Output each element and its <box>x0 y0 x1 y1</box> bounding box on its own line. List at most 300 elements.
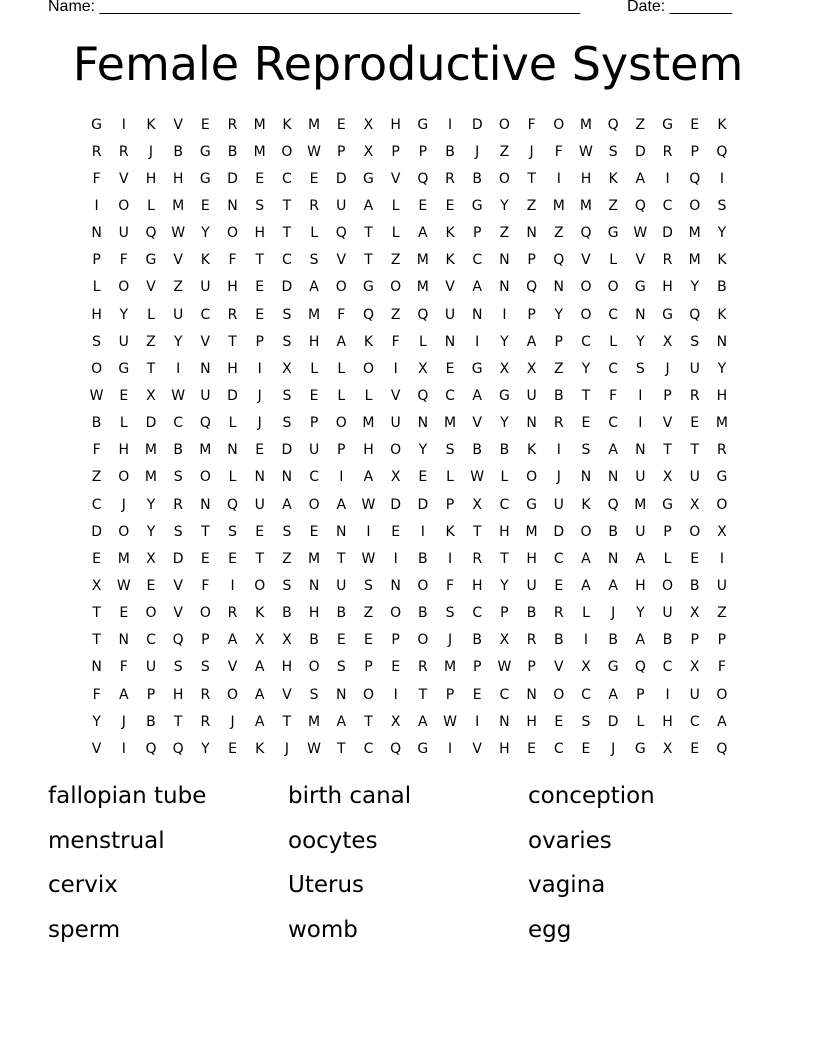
grid-letter: N <box>716 333 728 350</box>
grid-letter: S <box>173 523 183 540</box>
grid-letter: B <box>472 442 483 459</box>
grid-letter: V <box>173 116 183 133</box>
grid-letter: D <box>471 116 483 133</box>
grid-letter: F <box>554 143 563 160</box>
grid-letter: T <box>228 333 237 350</box>
grid-letter: M <box>525 523 538 540</box>
grid-letter: H <box>499 740 510 757</box>
grid-letter: G <box>417 740 429 757</box>
grid-letter: M <box>199 442 212 459</box>
grid-letter: P <box>309 415 319 432</box>
grid-letter: I <box>393 550 398 567</box>
grid-letter: X <box>282 360 292 377</box>
grid-letter: N <box>91 659 102 676</box>
grid-letter: Q <box>716 740 728 757</box>
grid-letter: B <box>608 523 618 540</box>
grid-letter: Z <box>526 197 537 214</box>
grid-letter: Y <box>201 225 210 242</box>
grid-letter: U <box>689 469 700 486</box>
grid-letter: O <box>498 116 510 133</box>
grid-letter: Y <box>690 279 699 296</box>
grid-letter: A <box>309 279 319 296</box>
word-bank-item: ovaries <box>528 827 612 854</box>
grid-letter: V <box>445 279 455 296</box>
grid-letter: X <box>363 116 374 133</box>
grid-letter: C <box>553 550 564 567</box>
grid-letter: L <box>500 469 509 486</box>
grid-letter: O <box>362 686 374 703</box>
grid-letter: T <box>472 523 482 540</box>
grid-letter: E <box>554 577 564 594</box>
grid-letter: Q <box>689 306 701 323</box>
grid-letter: R <box>553 605 564 622</box>
grid-letter: D <box>227 170 238 187</box>
grid-letter: C <box>581 333 591 350</box>
grid-letter: T <box>418 686 428 703</box>
grid-letter: W <box>579 143 593 160</box>
grid-letter: N <box>227 442 238 459</box>
grid-letter: Q <box>145 225 157 242</box>
grid-letter: M <box>416 252 429 269</box>
grid-letter: L <box>636 713 645 730</box>
grid-letter: B <box>227 143 238 160</box>
grid-letter: E <box>527 740 537 757</box>
grid-letter: M <box>172 197 185 214</box>
grid-letter: C <box>445 387 455 404</box>
grid-letter: M <box>688 225 701 242</box>
grid-letter: R <box>173 496 184 513</box>
grid-letter: J <box>257 415 262 432</box>
grid-letter: S <box>364 577 373 594</box>
grid-letter: W <box>116 577 131 594</box>
grid-letter: E <box>200 197 210 214</box>
grid-letter: F <box>92 442 101 459</box>
word-bank-item: vagina <box>528 872 606 898</box>
grid-letter: R <box>200 686 211 703</box>
grid-letter: C <box>146 632 156 649</box>
grid-letter: M <box>144 469 158 486</box>
grid-letter: O <box>362 360 374 377</box>
grid-letter: Q <box>172 740 184 757</box>
grid-letter: Y <box>554 306 564 323</box>
grid-letter: D <box>553 523 565 540</box>
grid-letter: O <box>417 577 429 594</box>
grid-letter: M <box>579 116 593 133</box>
grid-letter: A <box>608 577 618 594</box>
grid-letter: B <box>418 605 428 622</box>
grid-letter: Z <box>173 279 183 296</box>
grid-letter: E <box>200 116 210 133</box>
grid-letter: S <box>282 577 292 594</box>
grid-letter: J <box>665 360 670 377</box>
grid-letter: N <box>444 333 456 350</box>
grid-letter: T <box>337 550 346 567</box>
grid-letter: J <box>529 143 534 160</box>
grid-letter: Q <box>607 116 619 133</box>
grid-letter: N <box>308 577 320 594</box>
grid-letter: G <box>662 116 673 133</box>
grid-letter: O <box>118 469 130 486</box>
grid-letter: X <box>472 496 483 513</box>
grid-letter: Q <box>227 496 239 513</box>
grid-letter: A <box>635 170 646 187</box>
grid-letter: B <box>309 632 319 649</box>
grid-letter: N <box>336 523 347 540</box>
grid-letter: U <box>689 360 700 377</box>
grid-letter: K <box>255 740 265 757</box>
grid-letter: O <box>335 415 347 432</box>
grid-letter: O <box>498 170 510 187</box>
grid-letter: E <box>255 279 265 296</box>
grid-letter: O <box>390 442 402 459</box>
grid-letter: P <box>500 605 509 622</box>
grid-letter: I <box>583 632 589 649</box>
grid-letter: J <box>148 143 154 160</box>
grid-letter: D <box>91 523 102 540</box>
grid-letter: P <box>663 523 672 540</box>
grid-letter: T <box>201 523 210 540</box>
grid-letter: P <box>364 659 373 676</box>
grid-letter: Q <box>689 170 701 187</box>
grid-letter: S <box>608 143 618 160</box>
grid-letter: G <box>498 387 510 404</box>
grid-letter: R <box>472 550 483 567</box>
grid-letter: C <box>363 740 374 757</box>
grid-letter: A <box>363 197 374 214</box>
grid-letter: E <box>336 116 346 133</box>
grid-letter: Y <box>500 415 509 432</box>
grid-letter: U <box>662 605 673 622</box>
grid-letter: Y <box>201 740 210 757</box>
grid-letter: W <box>361 496 376 513</box>
grid-letter: P <box>445 496 455 513</box>
grid-letter: F <box>119 252 128 269</box>
grid-letter: U <box>689 686 700 703</box>
grid-letter: Z <box>608 197 618 214</box>
grid-letter: S <box>255 197 265 214</box>
grid-letter: E <box>690 415 700 432</box>
grid-letter: G <box>118 360 130 377</box>
grid-letter: P <box>690 632 699 649</box>
grid-letter: C <box>200 306 211 323</box>
grid-letter: Z <box>717 605 727 622</box>
grid-letter: N <box>200 360 211 377</box>
grid-letter: M <box>253 143 266 160</box>
grid-letter: I <box>502 306 507 323</box>
grid-letter: L <box>582 605 590 622</box>
grid-letter: I <box>447 740 453 757</box>
grid-letter: A <box>336 496 347 513</box>
grid-letter: C <box>608 360 619 377</box>
grid-letter: S <box>309 686 319 703</box>
grid-letter: H <box>662 279 673 296</box>
grid-letter: D <box>634 143 646 160</box>
grid-letter: E <box>581 740 591 757</box>
grid-letter: E <box>200 550 210 567</box>
grid-letter: W <box>171 387 186 404</box>
grid-letter: F <box>201 577 210 594</box>
grid-letter: E <box>255 442 265 459</box>
grid-letter: Q <box>362 306 374 323</box>
grid-letter: V <box>91 740 102 757</box>
grid-letter: E <box>418 469 428 486</box>
grid-letter: C <box>662 659 673 676</box>
grid-letter: W <box>307 740 322 757</box>
grid-letter: M <box>715 415 728 432</box>
grid-letter: Z <box>553 225 564 242</box>
grid-letter: W <box>171 225 186 242</box>
grid-letter: Q <box>607 496 619 513</box>
grid-letter: U <box>716 577 728 594</box>
grid-letter: N <box>471 306 483 323</box>
grid-letter: F <box>391 333 400 350</box>
grid-letter: E <box>228 550 237 567</box>
grid-letter: E <box>146 577 156 594</box>
grid-letter: S <box>282 333 292 350</box>
grid-letter: K <box>608 170 618 187</box>
grid-letter: R <box>689 387 700 404</box>
grid-letter: T <box>527 170 536 187</box>
grid-letter: B <box>689 577 700 594</box>
grid-letter: A <box>254 686 265 703</box>
grid-letter: E <box>581 415 591 432</box>
grid-letter: F <box>609 387 618 404</box>
grid-letter: M <box>416 279 429 296</box>
grid-letter: L <box>310 225 318 242</box>
grid-letter: G <box>526 496 538 513</box>
grid-letter: P <box>445 686 455 703</box>
grid-letter: J <box>611 605 616 622</box>
grid-letter: I <box>556 442 561 459</box>
grid-letter: S <box>635 360 645 377</box>
grid-letter: P <box>418 143 428 160</box>
grid-letter: A <box>227 632 238 649</box>
grid-letter: S <box>228 523 237 540</box>
grid-letter: I <box>638 387 643 404</box>
grid-letter: A <box>118 686 129 703</box>
grid-letter: P <box>146 686 156 703</box>
grid-letter: O <box>390 605 402 622</box>
grid-letter: E <box>92 550 102 567</box>
grid-letter: W <box>89 387 104 404</box>
grid-letter: E <box>364 632 373 649</box>
grid-letter: X <box>91 577 102 594</box>
grid-letter: J <box>257 387 262 404</box>
grid-letter: T <box>282 225 292 242</box>
grid-letter: K <box>717 306 727 323</box>
grid-letter: J <box>556 469 561 486</box>
grid-letter: P <box>527 659 536 676</box>
grid-letter: N <box>417 415 429 432</box>
grid-letter: T <box>146 360 156 377</box>
grid-letter: Q <box>390 740 402 757</box>
word-bank <box>48 779 768 957</box>
grid-letter: V <box>472 415 482 432</box>
grid-letter: S <box>282 387 292 404</box>
grid-letter: H <box>499 523 510 540</box>
grid-letter: U <box>145 659 157 676</box>
grid-letter: Z <box>390 252 401 269</box>
grid-letter: E <box>255 170 265 187</box>
grid-letter: I <box>121 116 126 133</box>
grid-letter: T <box>337 740 346 757</box>
grid-letter: R <box>417 659 428 676</box>
grid-letter: U <box>336 577 347 594</box>
grid-letter: V <box>146 279 156 296</box>
grid-letter: V <box>553 659 564 676</box>
grid-letter: N <box>635 442 646 459</box>
grid-letter: M <box>253 116 266 133</box>
grid-letter: N <box>200 496 211 513</box>
grid-letter: Z <box>282 550 292 567</box>
grid-letter: Q <box>634 659 646 676</box>
grid-letter: P <box>337 442 346 459</box>
grid-letter: V <box>581 252 591 269</box>
word-bank-item: womb <box>288 916 358 943</box>
grid-letter: S <box>92 333 102 350</box>
grid-letter: Y <box>146 496 156 513</box>
grid-letter: P <box>391 632 400 649</box>
grid-letter: K <box>146 116 156 133</box>
grid-letter: I <box>420 523 425 540</box>
grid-letter: N <box>499 713 510 730</box>
grid-letter: H <box>227 360 238 377</box>
grid-letter: Q <box>526 279 538 296</box>
grid-letter: A <box>581 550 591 567</box>
grid-letter: M <box>443 659 457 676</box>
grid-letter: B <box>472 170 483 187</box>
grid-letter: P <box>663 387 672 404</box>
grid-letter: O <box>145 605 157 622</box>
grid-letter: U <box>336 197 347 214</box>
grid-letter: N <box>281 469 293 486</box>
grid-letter: U <box>444 306 456 323</box>
grid-letter: E <box>309 523 319 540</box>
grid-letter: T <box>663 442 672 459</box>
grid-letter: Y <box>500 333 509 350</box>
grid-letter: K <box>200 252 210 269</box>
grid-letter: B <box>553 632 564 649</box>
grid-letter: X <box>662 740 673 757</box>
grid-letter: V <box>336 252 347 269</box>
grid-letter: Q <box>553 252 565 269</box>
grid-letter: U <box>118 225 129 242</box>
grid-letter: L <box>92 279 101 296</box>
grid-letter: R <box>662 143 673 160</box>
grid-letter: X <box>581 659 591 676</box>
grid-letter: W <box>307 143 322 160</box>
grid-letter: B <box>662 632 673 649</box>
grid-letter: Y <box>173 333 183 350</box>
grid-letter: D <box>145 415 157 432</box>
grid-letter: V <box>390 170 401 187</box>
grid-letter: H <box>716 387 728 404</box>
grid-letter: C <box>662 197 673 214</box>
word-bank-item: cervix <box>48 872 118 898</box>
grid-letter: H <box>471 577 483 594</box>
grid-letter: X <box>418 360 428 377</box>
word-bank-item: Uterus <box>288 872 365 898</box>
grid-letter: O <box>199 469 211 486</box>
grid-letter: O <box>580 523 592 540</box>
grid-letter: Y <box>92 713 101 730</box>
grid-letter: O <box>390 279 402 296</box>
grid-letter: Y <box>636 605 645 622</box>
grid-letter: R <box>662 252 673 269</box>
grid-letter: E <box>309 387 319 404</box>
grid-letter: C <box>499 686 510 703</box>
grid-letter: N <box>580 469 592 486</box>
grid-letter: I <box>475 713 480 730</box>
grid-letter: A <box>608 442 618 459</box>
grid-letter: S <box>282 306 292 323</box>
grid-letter: U <box>118 333 129 350</box>
grid-letter: B <box>717 279 727 296</box>
grid-letter: Q <box>417 170 429 187</box>
grid-letter: B <box>499 442 510 459</box>
grid-letter: O <box>227 225 239 242</box>
grid-letter: O <box>91 360 103 377</box>
grid-letter: U <box>200 279 211 296</box>
grid-letter: M <box>117 550 130 567</box>
grid-letter: V <box>200 333 211 350</box>
grid-letter: M <box>308 713 321 730</box>
grid-letter: O <box>335 279 347 296</box>
grid-letter: W <box>361 550 376 567</box>
grid-letter: X <box>499 360 510 377</box>
grid-letter: H <box>526 713 537 730</box>
grid-letter: R <box>200 713 211 730</box>
grid-letter: S <box>173 469 183 486</box>
grid-letter: A <box>254 713 265 730</box>
grid-letter: I <box>393 686 398 703</box>
grid-letter: O <box>580 306 592 323</box>
grid-letter: A <box>635 632 646 649</box>
grid-letter: I <box>719 170 724 187</box>
grid-letter: B <box>146 713 156 730</box>
grid-letter: P <box>690 143 699 160</box>
grid-letter: J <box>121 496 126 513</box>
grid-letter: V <box>390 387 401 404</box>
grid-letter: V <box>635 252 646 269</box>
grid-letter: L <box>119 415 128 432</box>
grid-letter: S <box>717 197 727 214</box>
grid-letter: H <box>145 170 157 187</box>
grid-letter: L <box>609 252 618 269</box>
grid-letter: G <box>471 197 483 214</box>
grid-letter: Y <box>581 360 591 377</box>
grid-letter: P <box>636 686 645 703</box>
grid-letter: M <box>579 197 593 214</box>
grid-letter: P <box>255 333 264 350</box>
grid-letter: Q <box>716 143 728 160</box>
grid-letter: F <box>92 170 101 187</box>
grid-letter: L <box>337 387 346 404</box>
grid-letter: O <box>607 279 619 296</box>
grid-letter: S <box>690 333 700 350</box>
grid-letter: N <box>254 469 265 486</box>
grid-letter: G <box>417 116 429 133</box>
grid-letter: O <box>553 116 565 133</box>
grid-letter: G <box>91 116 103 133</box>
grid-letter: N <box>607 469 619 486</box>
grid-letter: H <box>227 279 238 296</box>
grid-letter: I <box>121 740 126 757</box>
grid-letter: S <box>445 442 455 459</box>
grid-letter: M <box>144 442 158 459</box>
grid-letter: E <box>418 197 428 214</box>
grid-letter: I <box>176 360 181 377</box>
